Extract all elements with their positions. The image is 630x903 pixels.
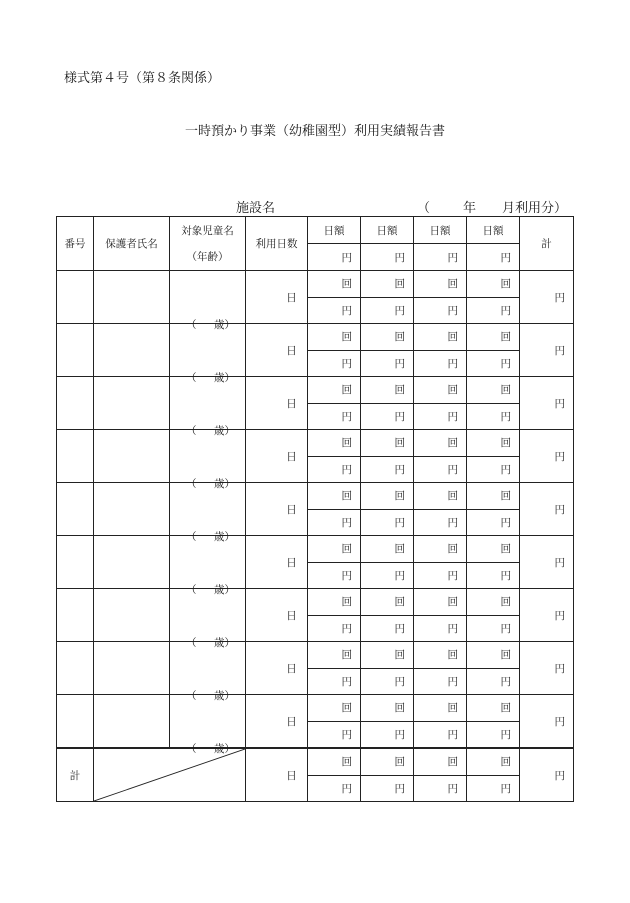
usage-period	[417, 197, 568, 216]
header-daily-amount: 日額	[308, 217, 361, 244]
times-cell[interactable]: 回	[308, 589, 361, 616]
times-cell[interactable]: 回	[467, 483, 520, 510]
guardian-name-cell[interactable]	[94, 430, 170, 483]
times-cell[interactable]: 回	[361, 642, 414, 669]
yen-cell: 円	[308, 775, 361, 802]
times-cell: 回	[467, 748, 520, 775]
days-used-cell[interactable]: 日	[246, 589, 308, 642]
period-month-label: 月利用分）	[502, 201, 568, 216]
header-child-name: 対象児童名	[181, 224, 234, 237]
diagonal-line	[94, 749, 245, 801]
yen-cell[interactable]: 円	[361, 297, 414, 324]
times-cell[interactable]: 回	[467, 695, 520, 722]
facility-name-label: 施設名	[236, 201, 276, 216]
times-cell[interactable]: 回	[414, 642, 467, 669]
yen-cell[interactable]: 円	[361, 615, 414, 642]
times-cell[interactable]: 回	[414, 589, 467, 616]
times-cell: 回	[308, 748, 361, 775]
times-cell[interactable]: 回	[414, 430, 467, 457]
times-cell[interactable]: 回	[308, 271, 361, 298]
times-cell[interactable]: 回	[308, 324, 361, 351]
report-row	[57, 430, 574, 457]
report-row	[57, 483, 574, 510]
age-unit: 歳）	[214, 690, 235, 702]
row-total-cell[interactable]: 円	[520, 324, 574, 377]
yen-cell[interactable]: 円	[414, 615, 467, 642]
yen-cell[interactable]: 円	[361, 562, 414, 589]
days-used-cell[interactable]: 日	[246, 324, 308, 377]
yen-cell[interactable]: 円	[467, 350, 520, 377]
days-used-cell: 日	[246, 748, 308, 802]
times-cell[interactable]: 回	[414, 536, 467, 563]
row-total-cell[interactable]: 円	[520, 589, 574, 642]
yen-cell[interactable]: 円	[467, 403, 520, 430]
header-daily-amount: 日額	[414, 217, 467, 244]
times-cell[interactable]: 回	[361, 589, 414, 616]
yen-cell[interactable]: 円	[467, 668, 520, 695]
guardian-name-cell[interactable]	[94, 324, 170, 377]
age-open-paren: （	[186, 372, 197, 384]
row-total-cell[interactable]: 円	[520, 483, 574, 536]
times-cell[interactable]: 回	[467, 430, 520, 457]
header-yen-unit: 円	[467, 244, 520, 271]
report-row	[57, 695, 574, 722]
header-row	[57, 217, 574, 244]
age-unit: 歳）	[214, 478, 235, 490]
times-cell[interactable]: 回	[414, 271, 467, 298]
header-daily-amount: 日額	[467, 217, 520, 244]
period-open-paren: （	[417, 201, 431, 216]
row-number-cell[interactable]	[57, 642, 94, 695]
times-cell[interactable]: 回	[361, 271, 414, 298]
guardian-name-cell[interactable]	[94, 589, 170, 642]
row-number-cell[interactable]	[57, 536, 94, 589]
guardian-name-cell[interactable]	[94, 271, 170, 324]
age-unit: 歳）	[214, 743, 235, 755]
header-child	[170, 217, 246, 271]
days-used-cell[interactable]: 日	[246, 695, 308, 749]
yen-cell[interactable]: 円	[308, 668, 361, 695]
times-cell: 回	[361, 748, 414, 775]
guardian-name-cell[interactable]	[94, 377, 170, 430]
child-name-age-cell[interactable]	[170, 271, 246, 331]
total-label: 計	[57, 748, 94, 802]
days-used-cell[interactable]: 日	[246, 536, 308, 589]
yen-cell[interactable]: 円	[414, 297, 467, 324]
times-cell[interactable]: 回	[414, 695, 467, 722]
yen-cell[interactable]: 円	[308, 403, 361, 430]
yen-cell: 円	[361, 775, 414, 802]
child-name-age-cell[interactable]	[170, 589, 246, 649]
age-open-paren: （	[186, 478, 197, 490]
yen-cell[interactable]: 円	[467, 509, 520, 536]
age-unit: 歳）	[214, 584, 235, 596]
yen-cell[interactable]: 円	[361, 509, 414, 536]
child-name-age-cell[interactable]	[170, 430, 246, 490]
days-used-cell[interactable]: 日	[246, 377, 308, 430]
times-cell[interactable]: 回	[467, 589, 520, 616]
yen-cell: 円	[414, 775, 467, 802]
header-number: 番号	[57, 217, 94, 271]
days-used-cell[interactable]: 日	[246, 642, 308, 695]
yen-cell[interactable]: 円	[308, 509, 361, 536]
period-year-label: 年	[463, 201, 477, 216]
row-number-cell[interactable]	[57, 377, 94, 430]
days-used-cell[interactable]: 日	[246, 430, 308, 483]
times-cell[interactable]: 回	[308, 642, 361, 669]
report-row	[57, 324, 574, 351]
times-cell[interactable]: 回	[361, 695, 414, 722]
yen-cell[interactable]: 円	[414, 668, 467, 695]
child-name-age-cell[interactable]	[170, 536, 246, 596]
header-guardian-name: 保護者氏名	[94, 217, 170, 271]
report-row	[57, 589, 574, 616]
yen-cell[interactable]: 円	[361, 350, 414, 377]
header-total: 計	[520, 217, 574, 271]
age-open-paren: （	[186, 531, 197, 543]
yen-cell[interactable]: 円	[467, 615, 520, 642]
report-row	[57, 271, 574, 298]
row-number-cell[interactable]	[57, 695, 94, 749]
row-total-cell[interactable]: 円	[520, 377, 574, 430]
row-number-cell[interactable]	[57, 589, 94, 642]
yen-cell[interactable]: 円	[361, 721, 414, 748]
age-unit: 歳）	[214, 637, 235, 649]
yen-cell[interactable]: 円	[414, 721, 467, 748]
guardian-name-cell[interactable]	[94, 695, 170, 749]
yen-cell[interactable]: 円	[467, 562, 520, 589]
yen-cell[interactable]: 円	[308, 562, 361, 589]
yen-cell[interactable]: 円	[361, 456, 414, 483]
yen-cell[interactable]: 円	[414, 509, 467, 536]
times-cell[interactable]: 回	[467, 271, 520, 298]
row-total-cell[interactable]: 円	[520, 536, 574, 589]
guardian-name-cell[interactable]	[94, 642, 170, 695]
row-number-cell[interactable]	[57, 324, 94, 377]
age-unit: 歳）	[214, 531, 235, 543]
yen-cell[interactable]: 円	[467, 456, 520, 483]
times-cell[interactable]: 回	[467, 642, 520, 669]
yen-cell[interactable]: 円	[467, 721, 520, 748]
row-number-cell[interactable]	[57, 430, 94, 483]
row-total-cell[interactable]: 円	[520, 695, 574, 749]
row-number-cell[interactable]	[57, 271, 94, 324]
child-name-age-cell[interactable]	[170, 642, 246, 702]
row-total-cell: 円	[520, 748, 574, 802]
times-cell[interactable]: 回	[361, 377, 414, 404]
times-cell[interactable]: 回	[361, 324, 414, 351]
report-row	[57, 642, 574, 669]
yen-cell[interactable]: 円	[308, 350, 361, 377]
header-days-used: 利用日数	[246, 217, 308, 271]
header-yen-unit: 円	[361, 244, 414, 271]
times-cell[interactable]: 回	[361, 536, 414, 563]
times-cell[interactable]: 回	[308, 483, 361, 510]
times-cell[interactable]: 回	[308, 695, 361, 722]
times-cell[interactable]: 回	[308, 377, 361, 404]
row-total-cell[interactable]: 円	[520, 271, 574, 324]
child-name-age-cell[interactable]	[170, 377, 246, 437]
guardian-name-cell[interactable]	[94, 536, 170, 589]
yen-cell[interactable]: 円	[308, 456, 361, 483]
age-open-paren: （	[186, 584, 197, 596]
yen-cell[interactable]: 円	[308, 297, 361, 324]
age-open-paren: （	[186, 637, 197, 649]
yen-cell[interactable]: 円	[414, 403, 467, 430]
days-used-cell[interactable]: 日	[246, 271, 308, 324]
yen-cell[interactable]: 円	[361, 403, 414, 430]
row-total-cell[interactable]: 円	[520, 642, 574, 695]
age-unit: 歳）	[214, 319, 235, 331]
times-cell[interactable]: 回	[308, 430, 361, 457]
age-open-paren: （	[186, 425, 197, 437]
yen-cell[interactable]: 円	[414, 456, 467, 483]
child-name-age-cell[interactable]	[170, 695, 246, 755]
yen-cell: 円	[467, 775, 520, 802]
report-row	[57, 377, 574, 404]
age-unit: 歳）	[214, 425, 235, 437]
usage-report-table	[56, 216, 574, 802]
times-cell[interactable]: 回	[467, 377, 520, 404]
total-diagonal-cell	[94, 748, 246, 802]
days-used-cell[interactable]: 日	[246, 483, 308, 536]
report-row	[57, 536, 574, 563]
age-open-paren: （	[186, 690, 197, 702]
header-yen-unit: 円	[414, 244, 467, 271]
header-child-age: （年齢）	[186, 250, 229, 263]
guardian-name-cell[interactable]	[94, 483, 170, 536]
times-cell[interactable]: 回	[308, 536, 361, 563]
yen-cell[interactable]: 円	[467, 297, 520, 324]
yen-cell[interactable]: 円	[361, 668, 414, 695]
times-cell[interactable]: 回	[361, 430, 414, 457]
times-cell[interactable]: 回	[467, 324, 520, 351]
yen-cell[interactable]: 円	[308, 721, 361, 748]
child-name-age-cell[interactable]	[170, 483, 246, 543]
times-cell[interactable]: 回	[361, 483, 414, 510]
form-number: 様式第４号（第８条関係）	[64, 71, 221, 86]
child-name-age-cell[interactable]	[170, 324, 246, 384]
times-cell: 回	[414, 748, 467, 775]
total-row	[57, 748, 574, 775]
row-total-cell[interactable]: 円	[520, 430, 574, 483]
age-open-paren: （	[186, 319, 197, 331]
yen-cell[interactable]: 円	[308, 615, 361, 642]
yen-cell[interactable]: 円	[414, 562, 467, 589]
row-number-cell[interactable]	[57, 483, 94, 536]
times-cell[interactable]: 回	[414, 324, 467, 351]
document-title: 一時預かり事業（幼稚園型）利用実績報告書	[184, 124, 445, 139]
times-cell[interactable]: 回	[414, 483, 467, 510]
times-cell[interactable]: 回	[467, 536, 520, 563]
age-open-paren: （	[186, 743, 197, 755]
header-yen-unit: 円	[308, 244, 361, 271]
age-unit: 歳）	[214, 372, 235, 384]
yen-cell[interactable]: 円	[414, 350, 467, 377]
times-cell[interactable]: 回	[414, 377, 467, 404]
header-daily-amount: 日額	[361, 217, 414, 244]
